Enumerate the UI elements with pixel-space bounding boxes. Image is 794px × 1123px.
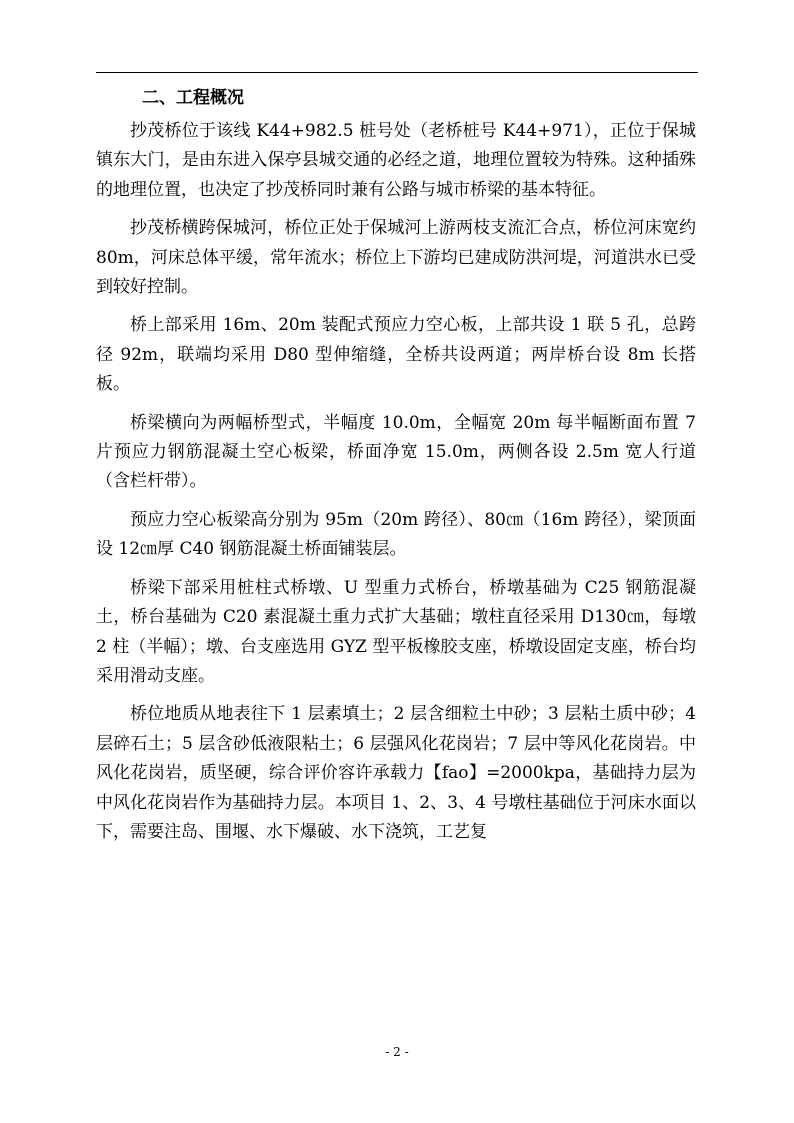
paragraph-substructure: 桥梁下部采用桩柱式桥墩、U 型重力式桥台，桥墩基础为 C25 钢筋混凝土，桥台基础为 C20 素混凝土重力式扩大基础；墩柱直径采用 D130㎝，每墩 2 柱（半幅）；墩、台支座选用 GYZ 型平板橡胶支座，桥墩设固定支座，桥台均采用滑动支座。 [96, 577, 696, 686]
page-body [96, 80, 696, 856]
paragraph-bridge-location: 抄茂桥位于该线 K44+982.5 桩号处（老桥桩号 K44+971），正位于保城镇东大门，是由东进入保亭县城交通的必经之道，地理位置较为特殊。这种插殊的地理位置，也决定了抄茂桥同时兼有公路与城市桥梁的基本特征。 [96, 121, 696, 200]
paragraph-geology: 桥位地质从地表往下 1 层素填土；2 层含细粒土中砂；3 层粘土质中砂；4 层碎石土；5 层含砂低液限粘土；6 层强风化花岗岩；7 层中等风化花岗岩。中风化花岗岩，质坚硬，综合评价容许承载力【fao】=2000kpa，基础持力层为中风化花岗岩作为基础持力层。本项目 1、2、3、4 号墩柱基础位于河床水面以下，需要注岛、围堰、水下爆破、水下浇筑，工艺复 [96, 704, 696, 842]
paragraph-cross-section: 桥梁横向为两幅桥型式，半幅度 10.0m，全幅宽 20m 每半幅断面布置 7 片预应力钢筋混凝土空心板梁，桥面净宽 15.0m，两侧各设 2.5m 宽人行道（含栏杆带）。 [96, 412, 696, 492]
page-number: - 2 - [385, 1045, 409, 1059]
paragraph-beam-height: 预应力空心板梁高分别为 95m（20m 跨径）、80㎝（16m 跨径），梁顶面设 12㎝厚 C40 钢筋混凝土桥面铺装层。 [96, 509, 696, 560]
section-heading: 二、工程概况 [142, 88, 244, 108]
header-rule [96, 72, 698, 73]
paragraph-river-crossing: 抄茂桥横跨保城河，桥位正处于保城河上游两枝支流汇合点，桥位河床宽约 80m，河床总体平缓，常年流水；桥位上下游均已建成防洪河堤，河道洪水已受到较好控制。 [96, 218, 696, 298]
paragraph-superstructure: 桥上部采用 16m、20m 装配式预应力空心板，上部共设 1 联 5 孔，总跨径 92m，联端均采用 D80 型伸缩缝，全桥共设两道；两岸桥台设 8m 长搭板。 [96, 315, 696, 395]
